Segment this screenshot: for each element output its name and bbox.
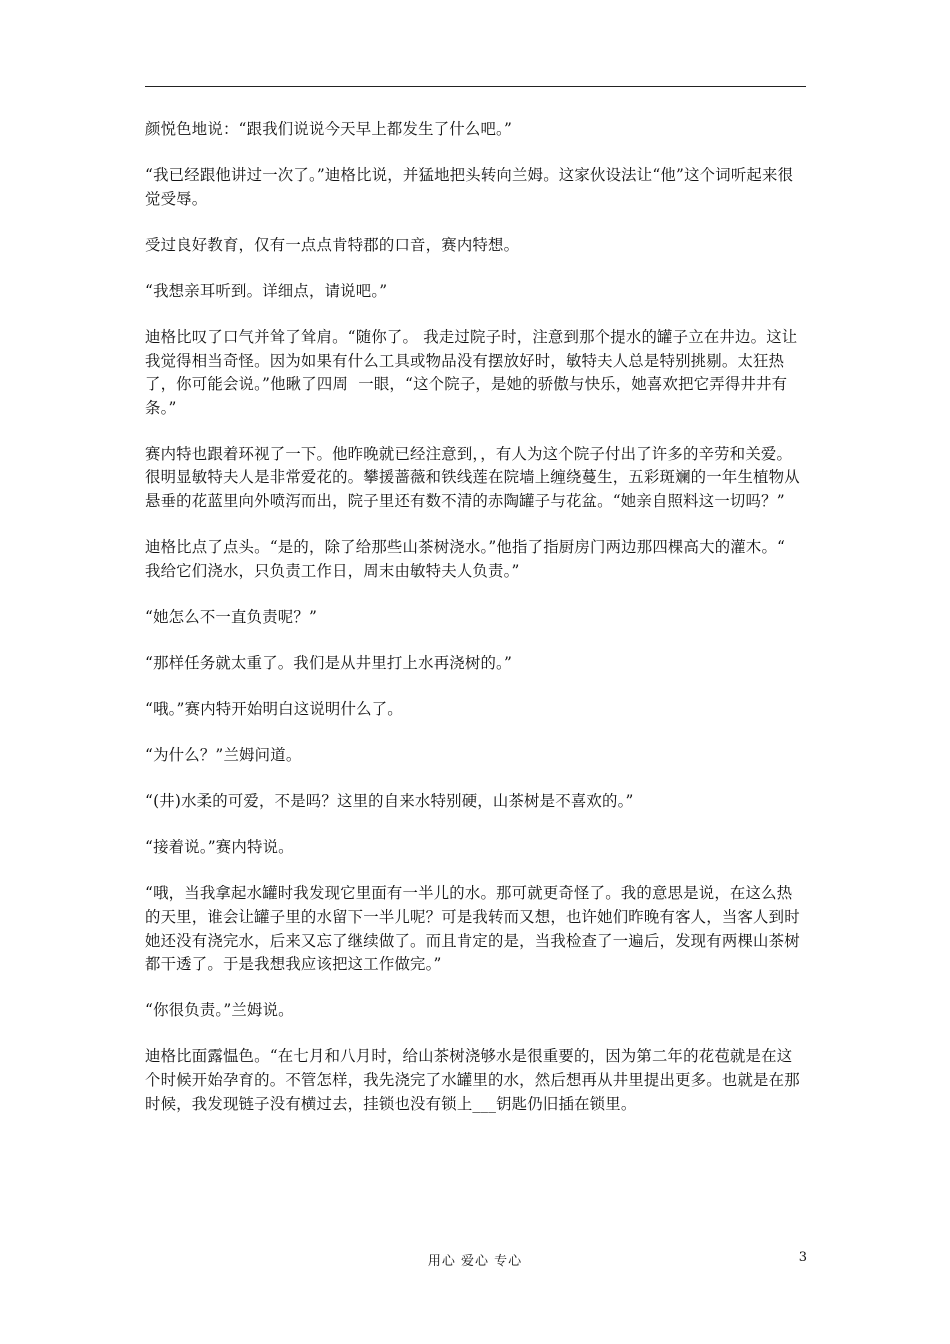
- paragraph: “她怎么不一直负责呢？”: [145, 607, 318, 626]
- paragraph: 迪格比叹了口气并耸了耸肩。“随你了。 我走过院子时，注意到那个提水的罐子立在井边。这让我觉得相当奇怪。因为如果有什么工具或物品没有摆放好时，敏特夫人总是特别挑剔。太狂热了，你可能会说。”他瞅了四周 一眼，“这个院子，是她的骄傲与快乐，她喜欢把它弄得井井有条。”: [145, 327, 798, 417]
- paragraph: “(井)水柔的可爱，不是吗？这里的自来水特别硬，山茶树是不喜欢的。”: [145, 792, 634, 811]
- document-body: [145, 118, 807, 1139]
- paragraph: “为什么？”兰姆问道。: [145, 746, 302, 765]
- paragraph: “我想亲耳听到。详细点，请说吧。”: [145, 281, 388, 300]
- paragraph: 迪格比点了点头。“是的，除了给那些山茶树浇水。”他指了指厨房门两边那四棵高大的灌木。“ 我给它们浇水，只负责工作日，周末由敏特夫人负责。”: [145, 538, 796, 580]
- paragraph: 迪格比面露愠色。“在七月和八月时，给山茶树浇够水是很重要的，因为第二年的花苞就是在这个时候开始孕育的。不管怎样，我先浇完了水罐里的水，然后想再从井里提出更多。也就是在那时候，我发现链子没有横过去，挂锁也没有锁上___钥匙仍旧插在锁里。: [145, 1047, 800, 1113]
- header-rule: [145, 86, 806, 87]
- paragraph: “哦。”赛内特开始明白这说明什么了。: [145, 700, 403, 718]
- paragraph: “你很负责。”兰姆说。: [145, 1001, 294, 1020]
- paragraph: 颜悦色地说：“跟我们说说今天早上都发生了什么吧。”: [145, 120, 513, 138]
- paragraph: “那样任务就太重了。我们是从井里打上水再浇树的。”: [145, 653, 513, 672]
- footer-motto: 用心 爱心 专心: [427, 1254, 523, 1269]
- paragraph: “接着说。”赛内特说。: [145, 838, 294, 857]
- paragraph: “哦，当我拿起水罐时我发现它里面有一半儿的水。那可就更奇怪了。我的意思是说，在这么热的天里，谁会让罐子里的水留下一半儿呢？可是我转而又想，也许她们昨晚有客人，当客人到时她还没有浇完水，后来又忘了继续做了。而且肯定的是，当我检查了一遍后，发现有两棵山茶树都干透了。于是我想我应该把这工作做完。”: [145, 884, 800, 974]
- paragraph: 赛内特也跟着环视了一下。他昨晚就已经注意到，，有人为这个院子付出了许多的辛劳和关爱。很明显敏特夫人是非常爱花的。攀援蔷薇和铁线莲在院墙上缠绕蔓生，五彩斑斓的一年生植物从悬垂的花蓝里向外喷泻而出，院子里还有数不清的赤陶罐子与花盆。“她亲自照料这一切吗？”: [145, 444, 800, 511]
- paragraph: “我已经跟他讲过一次了。”迪格比说，并猛地把头转向兰姆。这家伙设法让“他”这个词听起来很觉受辱。: [145, 166, 794, 208]
- page-number: 3: [798, 1250, 807, 1265]
- paragraph: 受过良好教育，仅有一点点肯特郡的口音，赛内特想。: [145, 235, 520, 254]
